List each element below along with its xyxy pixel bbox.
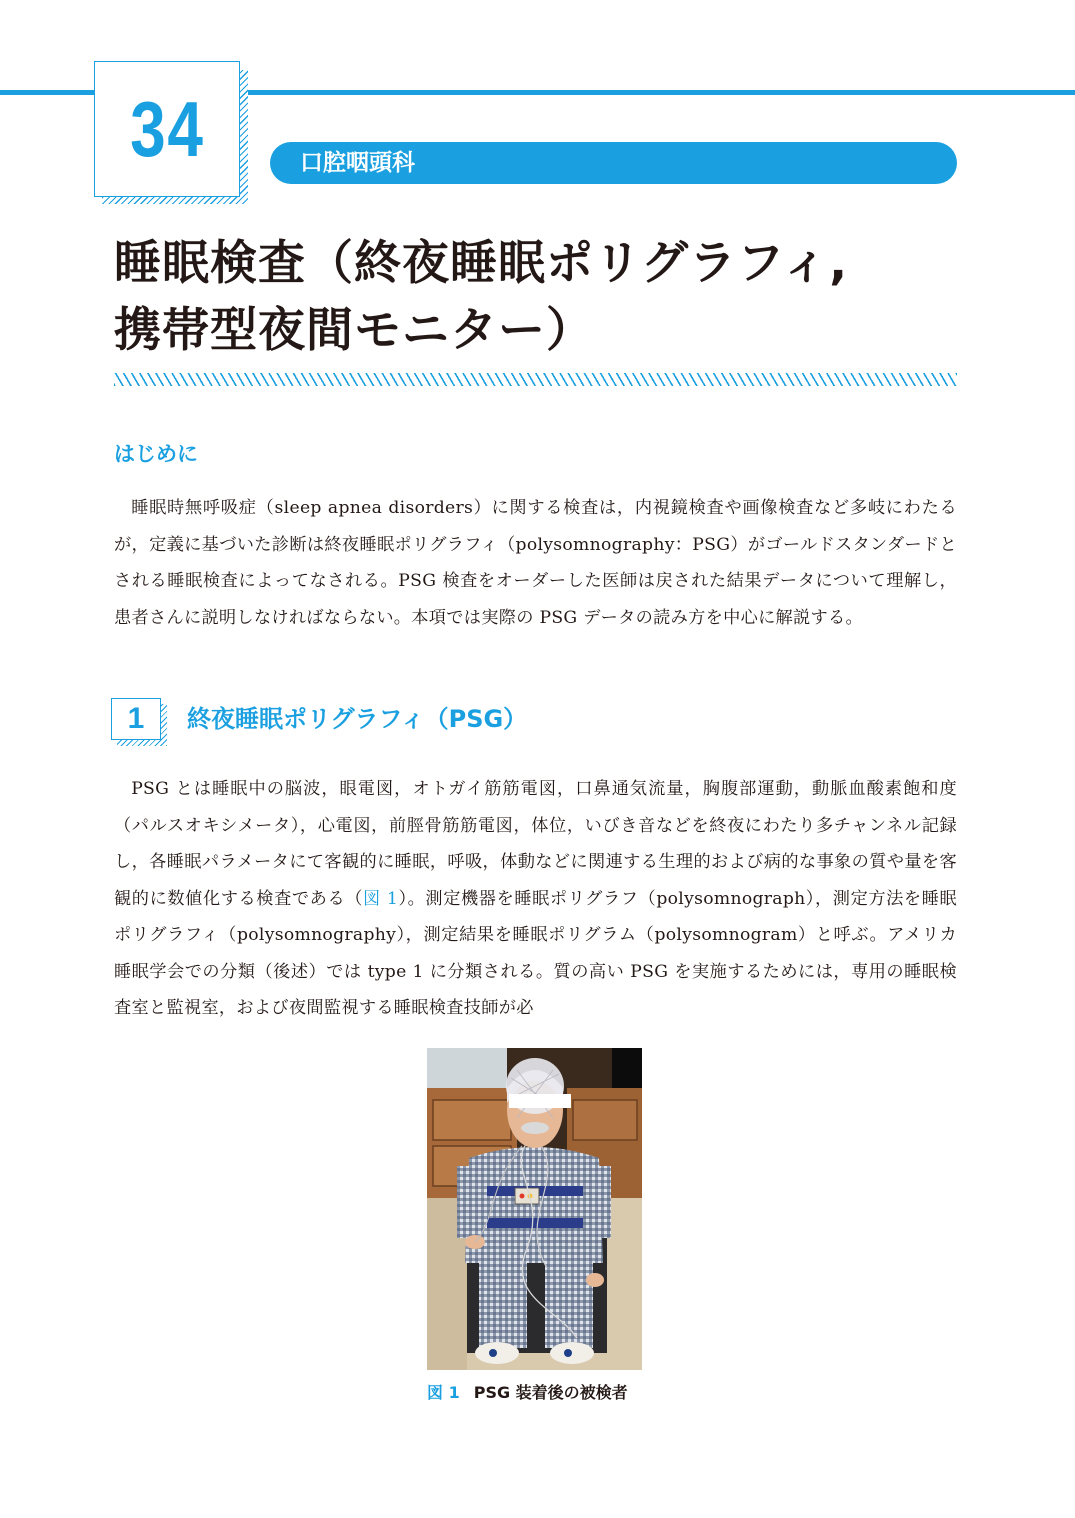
figure-reference-link[interactable]: 図 1 bbox=[363, 888, 399, 909]
intro-heading: はじめに bbox=[114, 442, 198, 466]
title-underline-hatch bbox=[114, 373, 957, 386]
psg-paragraph-text-b: ）。測定機器を睡眠ポリグラフ（polysomnograph），測定方法を睡眠ポリグラフィ（polysomnography），測定結果を睡眠ポリグラム（polysomnogram）と呼ぶ。アメリカ睡眠学会での分類（後述）では type 1 に分類される。質の高い PSG を実施するためには，専用の睡眠検査室と監視室，および夜間監視する睡眠検査技師が必 bbox=[114, 888, 957, 1018]
intro-paragraph: 睡眠時無呼吸症（sleep apnea disorders）に関する検査は，内視鏡検査や画像検査など多岐にわたるが，定義に基づいた診断は終夜睡眠ポリグラフィ（polysomnography：PSG）がゴールドスタンダードとされる睡眠検査によってなされる。PSG 検査をオーダーした医師は戻された結果データについて理解し，患者さんに説明しなければならない。本項では実際の PSG データの読み方を中心に解説する。 bbox=[114, 498, 957, 628]
chapter-number: 34 bbox=[129, 85, 205, 173]
figure-caption bbox=[427, 1380, 628, 1403]
page-title bbox=[114, 230, 984, 364]
department-label: 口腔咽頭科 bbox=[300, 150, 415, 176]
section-number: 1 bbox=[127, 702, 145, 735]
figure-caption-number: 図 1 bbox=[427, 1383, 460, 1402]
figure-photo bbox=[427, 1048, 642, 1370]
figure-caption-text: PSG 装着後の被検者 bbox=[473, 1383, 628, 1402]
page-title-line2: 携帯型夜間モニター） bbox=[114, 303, 594, 358]
section-title: 終夜睡眠ポリグラフィ（PSG） bbox=[187, 705, 528, 733]
psg-paragraph-text-a: PSG とは睡眠中の脳波，眼電図，オトガイ筋筋電図，口鼻通気流量，胸腹部運動，動脈血酸素飽和度（パルスオキシメータ），心電図，前脛骨筋筋電図，体位，いびき音などを終夜にわたり多チャンネル記録し，各睡眠パラメータにて客観的に睡眠，呼吸，体動などに関連する生理的および病的な事象の質や量を客観的に数値化する検査である（ bbox=[114, 779, 957, 909]
psg-paragraph bbox=[114, 771, 957, 1027]
page-title-line1: 睡眠検査（終夜睡眠ポリグラフィ, bbox=[114, 236, 849, 291]
